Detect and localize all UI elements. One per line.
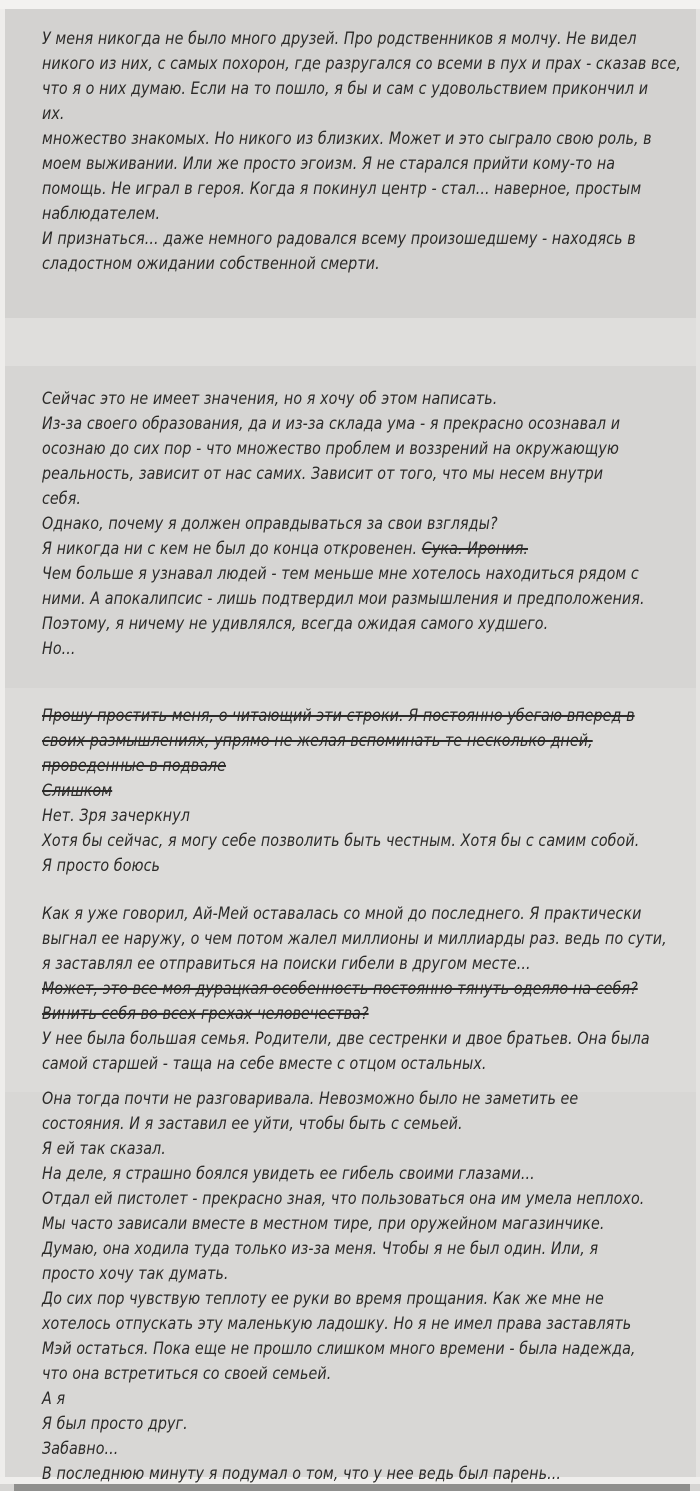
text-line <box>42 127 652 152</box>
text-segment: я заставлял ее отправиться на поиски гибели в другом месте... <box>42 954 531 974</box>
text-segment: Хотя бы сейчас, я могу себе позволить быть честным. Хотя бы с самим собой. <box>42 831 640 851</box>
text-line <box>42 437 619 462</box>
text-segment: Из-за своего образования, да и из-за склада ума - я прекрасно осознавал и <box>42 414 621 434</box>
text-line <box>42 1002 580 1027</box>
text-line <box>42 729 593 754</box>
struck-text-segment: проведенные в подвале <box>42 756 227 776</box>
text-line <box>42 1337 636 1362</box>
text-line <box>42 1312 632 1337</box>
text-segment: Сейчас это не имеет значения, но я хочу об этом написать. <box>42 389 498 409</box>
text-line <box>42 754 580 779</box>
text-segment: реальность, зависит от нас самих. Зависит от того, что мы несем внутри <box>42 464 604 484</box>
text-segment: В последнюю минуту я подумал о том, что у нее ведь был парень... <box>42 1464 561 1484</box>
paragraph-5 <box>42 1087 682 1487</box>
text-line <box>42 977 638 1002</box>
text-line <box>42 177 642 202</box>
text-segment: просто хочу так думать. <box>42 1264 229 1284</box>
text-segment: выгнал ее наружу, о чем потом жалел миллионы и миллиарды раз. ведь по сути, <box>42 929 667 949</box>
text-segment: моем выживании. Или же просто эгоизм. Я не старался прийти кому-то на <box>42 154 616 174</box>
text-segment: наблюдателем. <box>42 204 161 224</box>
text-line <box>42 252 580 277</box>
text-segment: самой старшей - таща на себе вместе с отцом остальных. <box>42 1054 487 1074</box>
text-line <box>42 1262 580 1287</box>
text-segment: Мы часто зависали вместе в местном тире, при оружейном магазинчике. <box>42 1214 605 1234</box>
text-segment: что я о них думаю. Если на то пошло, я бы и сам с удовольствием прикончил и <box>42 79 649 99</box>
text-line <box>42 1212 605 1237</box>
left-edge-strip <box>0 9 5 1477</box>
text-segment: сладостном ожидании собственной смерти. <box>42 254 380 274</box>
text-line <box>42 1052 580 1077</box>
text-line <box>42 1412 580 1437</box>
text-segment: На деле, я страшно боялся увидеть ее гибель своими глазами... <box>42 1164 535 1184</box>
struck-text-segment: Винить себя во всех грехах человечества? <box>42 1004 369 1024</box>
text-segment: состояния. И я заставил ее уйти, чтобы быть с семьей. <box>42 1114 463 1134</box>
text-line <box>42 202 580 227</box>
text-segment: Я был просто друг. <box>42 1414 188 1434</box>
text-line <box>42 562 639 587</box>
text-line <box>42 512 580 537</box>
struck-text-segment: своих размышлениях, упрямо не желая вспоминать те несколько дней, <box>42 731 593 751</box>
text-line <box>42 1387 580 1412</box>
text-line <box>42 1187 645 1212</box>
text-segment: Думаю, она ходила туда только из-за меня. Чтобы я не был один. Или, я <box>42 1239 599 1259</box>
struck-text-segment: Сука. Ирония. <box>421 539 529 559</box>
text-line <box>42 387 580 412</box>
text-segment: Я просто боюсь <box>42 856 161 876</box>
text-line <box>42 462 604 487</box>
text-segment: их. <box>42 104 65 124</box>
text-line <box>42 1112 580 1137</box>
paragraph-1 <box>42 27 682 277</box>
text-segment: И признаться... даже немного радовался всему произошедшему - находясь в <box>42 229 636 249</box>
text-line <box>42 952 580 977</box>
text-segment: Мэй остаться. Пока еще не прошло слишком много времени - была надежда, <box>42 1339 636 1359</box>
text-line <box>42 1462 580 1487</box>
text-line <box>42 77 649 102</box>
diary-page <box>42 0 682 1487</box>
text-line <box>42 487 580 512</box>
text-segment: Она тогда почти не разговаривала. Невозможно было не заметить ее <box>42 1089 579 1109</box>
text-segment: До сих пор чувствую теплоту ее руки во время прощания. Как же мне не <box>42 1289 604 1309</box>
text-segment: Однако, почему я должен оправдываться за свои взгляды? <box>42 514 498 534</box>
text-line <box>42 902 642 927</box>
text-segment: Отдал ей пистолет - прекрасно зная, что пользоваться она им умела неплохо. <box>42 1189 645 1209</box>
text-line <box>42 829 640 854</box>
text-segment: Как я уже говорил, Ай-Мей оставалась со мной до последнего. Я практически <box>42 904 642 924</box>
text-line <box>42 927 667 952</box>
text-line <box>42 1287 604 1312</box>
text-line <box>42 27 637 52</box>
text-segment: Я никогда ни с кем не был до конца откровенен. <box>42 539 422 559</box>
text-segment: Я ей так сказал. <box>42 1139 166 1159</box>
text-line <box>42 704 635 729</box>
text-line <box>42 637 580 662</box>
text-segment: хотелось отпускать эту маленькую ладошку. Но я не имел права заставлять <box>42 1314 632 1334</box>
paragraph-2 <box>42 387 682 662</box>
text-line <box>42 1437 580 1462</box>
text-line <box>42 854 580 879</box>
text-segment: Забавно... <box>42 1439 119 1459</box>
text-segment: Но... <box>42 639 76 659</box>
text-segment: Нет. Зря зачеркнул <box>42 806 190 826</box>
text-line <box>42 587 645 612</box>
paragraph-3 <box>42 704 682 879</box>
text-segment: помощь. Не играл в героя. Когда я покинул центр - стал... наверное, простым <box>42 179 642 199</box>
text-line <box>42 1162 580 1187</box>
struck-text-segment: Прошу простить меня, о читающий эти строки. Я постоянно убегаю вперед в <box>42 706 635 726</box>
text-segment: ними. А апокалипсис - лишь подтвердил мои размышления и предположения. <box>42 589 645 609</box>
text-segment: У меня никогда не было много друзей. Про родственников я молчу. Не видел <box>42 29 637 49</box>
text-segment: осознаю до сих пор - что множество проблем и воззрений на окружающую <box>42 439 619 459</box>
text-segment: что она встретиться со своей семьей. <box>42 1364 332 1384</box>
text-segment: никого из них, с самых похорон, где разругался со всеми в пух и прах - сказав все, <box>42 54 681 74</box>
text-line <box>42 1237 599 1262</box>
struck-text-segment: Слишком <box>42 781 113 801</box>
text-line <box>42 537 580 562</box>
text-segment: Поэтому, я ничему не удивлялся, всегда ожидая самого худшего. <box>42 614 549 634</box>
right-edge-strip <box>696 9 700 1477</box>
struck-text-segment: Может, это все моя дурацкая особенность постоянно тянуть одеяло на себя? <box>42 979 638 999</box>
text-line <box>42 1087 580 1112</box>
paragraph-4 <box>42 902 682 1077</box>
text-line <box>42 804 580 829</box>
text-line <box>42 779 580 804</box>
text-segment: множество знакомых. Но никого из близких. Может и это сыграло свою роль, в <box>42 129 652 149</box>
text-line <box>42 227 636 252</box>
text-line <box>42 612 580 637</box>
text-line <box>42 1137 580 1162</box>
text-line <box>42 1362 580 1387</box>
text-line <box>42 412 621 437</box>
text-line <box>42 52 681 77</box>
text-segment: У нее была большая семья. Родители, две сестренки и двое братьев. Она была <box>42 1029 650 1049</box>
text-segment: А я <box>42 1389 66 1409</box>
text-line <box>42 152 616 177</box>
text-line <box>42 1027 650 1052</box>
text-segment: Чем больше я узнавал людей - тем меньше мне хотелось находиться рядом с <box>42 564 639 584</box>
text-line <box>42 102 580 127</box>
text-segment: себя. <box>42 489 81 509</box>
